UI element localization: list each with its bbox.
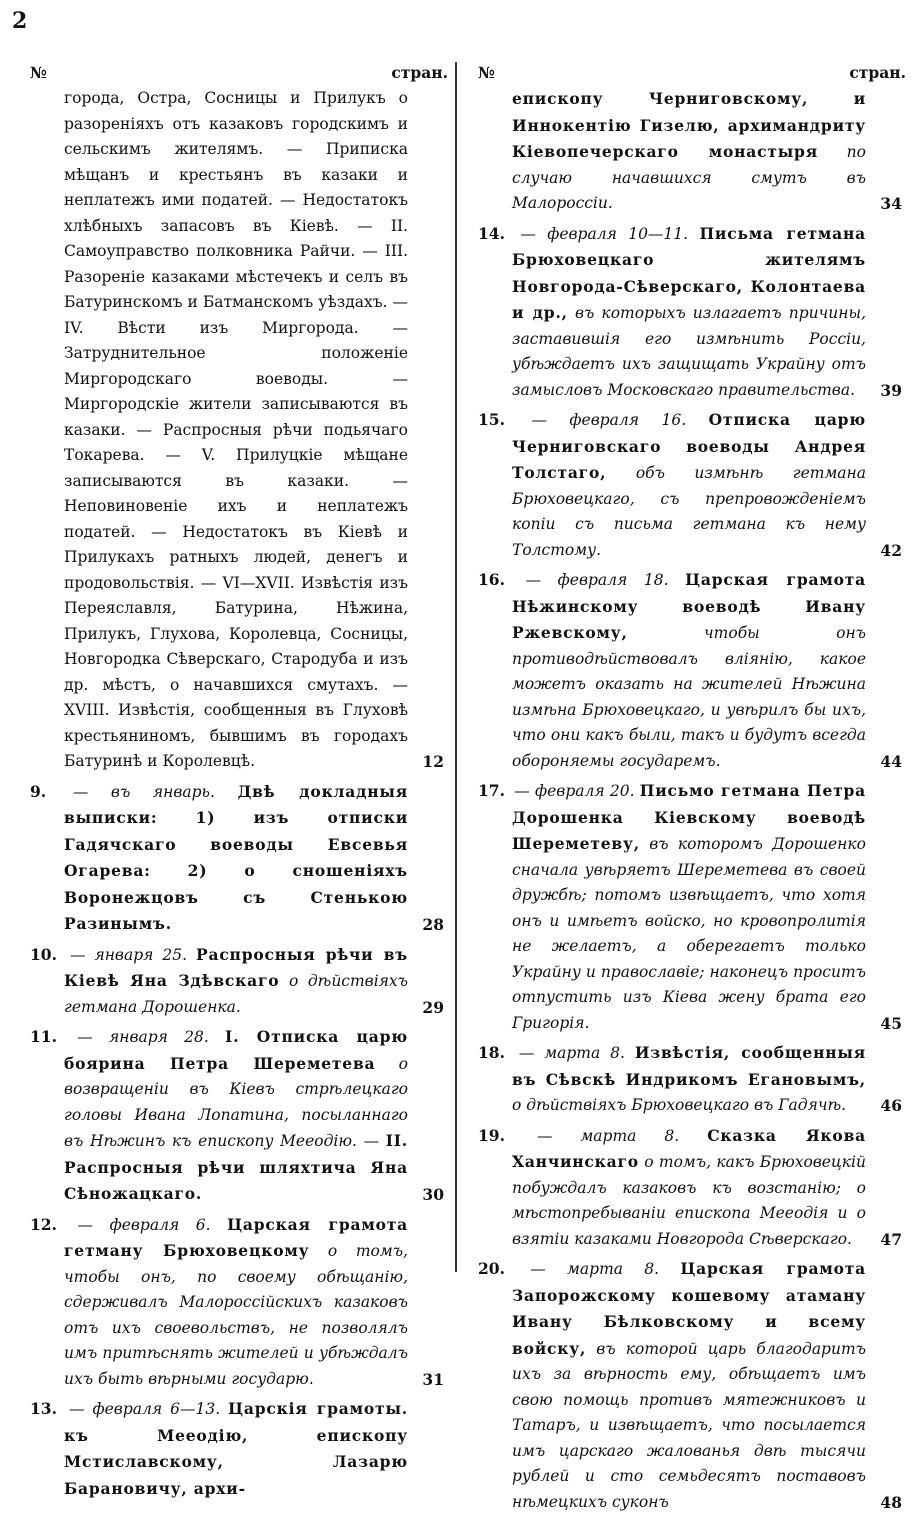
entry-number: 11.	[30, 1027, 57, 1046]
entry-title: Царская грамота Запорожскому кошевому атаману Ивану Бѣлковскому и всему войску,	[512, 1259, 866, 1358]
entry-description: о дѣйствіяхъ гетмана Дорошенка.	[64, 972, 408, 1016]
entry-date: — февраля 6.	[77, 1215, 211, 1234]
entry-date: — марта 8.	[530, 1260, 660, 1278]
entry-number: 13.	[30, 1399, 57, 1418]
entry-date: — февраля 16.	[531, 411, 687, 429]
entry-page: 45	[880, 1013, 902, 1033]
entry-number: 16.	[478, 570, 505, 589]
entry-number: 20.	[478, 1259, 505, 1278]
entry-page: 31	[422, 1369, 444, 1389]
entry-number: 10.	[30, 944, 57, 964]
entry-page: 44	[880, 751, 902, 771]
entry-number: 14.	[478, 223, 505, 243]
toc-entry-17	[478, 778, 906, 1036]
entry-title: Царская грамота гетману Брюховецкому	[64, 1214, 408, 1260]
left-column-header	[30, 60, 448, 86]
entry-description: о дѣйствіяхъ Брюховецкаго въ Гадячѣ.	[512, 1096, 847, 1114]
entry-title: Сказка Якова Ханчинскаго	[512, 1125, 866, 1171]
toc-entry-20	[478, 1256, 906, 1515]
entry-title: I. Отписка царю боярина Петра Шереметева	[64, 1027, 408, 1073]
entry-description: въ которыхъ излагаетъ причины, заставившія его измѣнить Россіи, убѣждаетъ ихъ защищать Украйну отъ замысловъ Московскаго правительства.	[512, 304, 866, 399]
entry-page: 29	[422, 997, 444, 1017]
entry-number: 17.	[478, 781, 505, 800]
entry-title: Письмо гетмана Петра Дорошенка Кіевскому воеводѣ Шереметеву,	[512, 781, 866, 853]
page-label: стран.	[391, 63, 448, 82]
entry-number: 15.	[478, 410, 505, 429]
toc-entry-15	[478, 407, 906, 563]
toc-entry-14	[478, 221, 906, 404]
entry-page: 48	[880, 1492, 902, 1512]
entry-date: — марта 8.	[518, 1044, 625, 1062]
toc-entry-12	[30, 1212, 448, 1393]
toc-entry-16	[478, 567, 906, 774]
entry-subtitle: II. Распросныя рѣчи шляхтича Яна Сѣножацкаго.	[64, 1131, 408, 1203]
entry-description: по случаю начавшихся смутъ въ Малороссіи.	[512, 143, 866, 212]
entry-text: города, Остра, Сосницы и Прилукъ о разореніяхъ отъ казаковъ городскимъ и сельскимъ жителямъ. — Приписка мѣщанъ и крестьянъ въ казаки и неплатежъ ими податей. — Недостатокъ хлѣбныхъ запасовъ въ Кіевѣ. — II. Самоуправство полковника Райчи. — III. Разореніе казаками мѣстечекъ и селъ въ Батуринскомъ и Батманскомъ уѣздахъ. — IV. Вѣсти изъ Миргорода. — Затруднительное положеніе Миргородскаго воеводы. — Миргородскіе жители записываются въ казаки. — Распросныя рѣчи подьячаго Токарева. — V. Прилуцкіе мѣщане записываются въ казаки. — Неповиновеніе ихъ и неплатежъ податей. — Недостатокъ въ Кіевѣ и Прилукахъ ратныхъ людей, денегъ и продовольствія. — VI—XVII. Извѣстія изъ Переяславля, Батурина, Нѣжина, Прилукъ, Глухова, Королевца, Сосницы, Новгородка Сѣверскаго, Стародуба и изъ др. мѣстъ, о начавшихся смутахъ. — XVIII. Извѣстія, сообщенныя въ Глуховѣ крестьяниномъ, бывшимъ въ городахъ Батуринѣ и Королевцѣ.	[64, 89, 408, 770]
entry-title: Царская грамота Нѣжинскому воеводѣ Ивану Ржевскому,	[512, 570, 866, 642]
entry-title: Письма гетмана Брюховецкаго жителямъ Новгорода-Сѣверскаго, Колонтаева и др.,	[512, 223, 866, 322]
entry-date: — марта 8.	[536, 1126, 680, 1145]
entry-page: 47	[880, 1229, 902, 1249]
entry-page: 39	[880, 380, 902, 400]
entry-title: Извѣстія, сообщенныя въ Сѣвскѣ Индрикомъ Егановымъ,	[512, 1043, 866, 1089]
entry-date: — февраля 10—11.	[520, 224, 689, 243]
toc-entry-10	[30, 942, 448, 1021]
entry-number: 12.	[30, 1214, 57, 1234]
num-label: №	[478, 63, 495, 82]
toc-entry-18	[478, 1040, 906, 1119]
toc-entry-19	[478, 1123, 906, 1253]
page-label: стран.	[849, 63, 906, 82]
entry-date: — января 28.	[77, 1028, 209, 1046]
entry-description: объ измѣнѣ гетмана Брюховецкаго, съ препровожденіемъ копіи съ письма гетмана къ нему Толстому.	[512, 464, 866, 559]
entry-description: въ которомъ Дорошенко сначала увѣряетъ Шереметева въ своей дружбѣ; потомъ извѣщаетъ, что хотя онъ и имѣетъ войско, но кровопролитія не желаетъ, а оберегаетъ только Украйну и православіе; наконецъ проситъ отпустить изъ Кіева жену брата его Григорія.	[512, 835, 866, 1032]
entry-date: — февраля 6—13.	[68, 1400, 221, 1418]
entry-title: Царскія грамоты. къ Мееодію, епископу Мстиславскому, Лазарю Барановичу, архи-	[64, 1399, 408, 1498]
entry-number: 19.	[478, 1125, 505, 1145]
toc-entry-continued	[30, 86, 448, 775]
entry-number: 9.	[30, 781, 47, 801]
entry-description: о возвращеніи въ Кіевъ стрѣлецкаго головы Ивана Лопатина, посыланнаго въ Нѣжинъ къ епископу Мееодію. —	[64, 1054, 408, 1150]
entry-page: 42	[880, 540, 902, 560]
toc-entry-11	[30, 1024, 448, 1208]
entry-page: 12	[422, 752, 444, 771]
entry-number: 18.	[478, 1043, 505, 1062]
entry-date: — февраля 18.	[525, 571, 669, 589]
entry-title: Двѣ докладныя выписки: 1) изъ отписки Гадячскаго воеводы Евсевья Огарева: 2) о сношеніяхъ Воронежцовъ съ Стенькою Разинымъ.	[64, 781, 408, 933]
entry-date: — января 25.	[69, 945, 188, 964]
right-column-header	[478, 60, 906, 86]
toc-entry-13	[30, 1396, 448, 1502]
entry-page: 30	[422, 1185, 444, 1204]
entry-description: въ которой царь благодаритъ ихъ за вѣрность ему, обѣщаетъ имъ свою помощь противъ мятежниковъ и Татаръ, и извѣщаетъ, что посылается имъ царскаго жалованья двѣ тысячи рублей и сто семьдесятъ поставовъ нѣмецкихъ суконъ	[512, 1339, 866, 1511]
entry-description: о томъ, чтобы онъ, по своему обѣщанію, сдерживалъ Малороссійскихъ казаковъ отъ ихъ своевольствъ, не позволялъ имъ притѣснять жителей и убѣждалъ ихъ быть вѣрными государю.	[64, 1242, 408, 1388]
entry-title: епископу Черниговскому, и Иннокентію Гизелю, архимандриту Кіевопечерскаго монастыря	[512, 89, 866, 161]
entry-description: чтобы онъ противодѣйствовалъ вліянію, какое можетъ оказать на жителей Нѣжина измѣна Брюховецкаго, и увѣрилъ бы ихъ, что они какъ были, такъ и будутъ всегда обороняемы государемъ.	[512, 624, 866, 770]
entry-description: о томъ, какъ Брюховецкій побуждалъ казаковъ къ возстанію; о мѣстопребываніи епископа Мееодія и о взятіи казаками Новгорода Сѣверскаго.	[512, 1153, 866, 1248]
entry-page: 28	[422, 915, 444, 934]
num-label: №	[30, 63, 47, 82]
toc-entry-13-continued	[478, 86, 906, 217]
entry-date: — въ январь.	[72, 782, 215, 801]
page-number: 2	[12, 8, 28, 34]
entry-page: 46	[880, 1096, 902, 1115]
toc-entry-9	[30, 779, 448, 938]
entry-date: — февраля 20.	[514, 782, 635, 800]
column-divider	[455, 62, 457, 1272]
entry-page: 34	[880, 194, 902, 213]
left-column	[30, 60, 448, 1506]
entry-title: Распросныя рѣчи въ Кіевѣ Яна Здѣвскаго	[64, 944, 408, 990]
right-column	[478, 60, 906, 1519]
entry-title: Отписка царю Черниговскаго воеводы Андрея Толстаго,	[512, 410, 866, 482]
